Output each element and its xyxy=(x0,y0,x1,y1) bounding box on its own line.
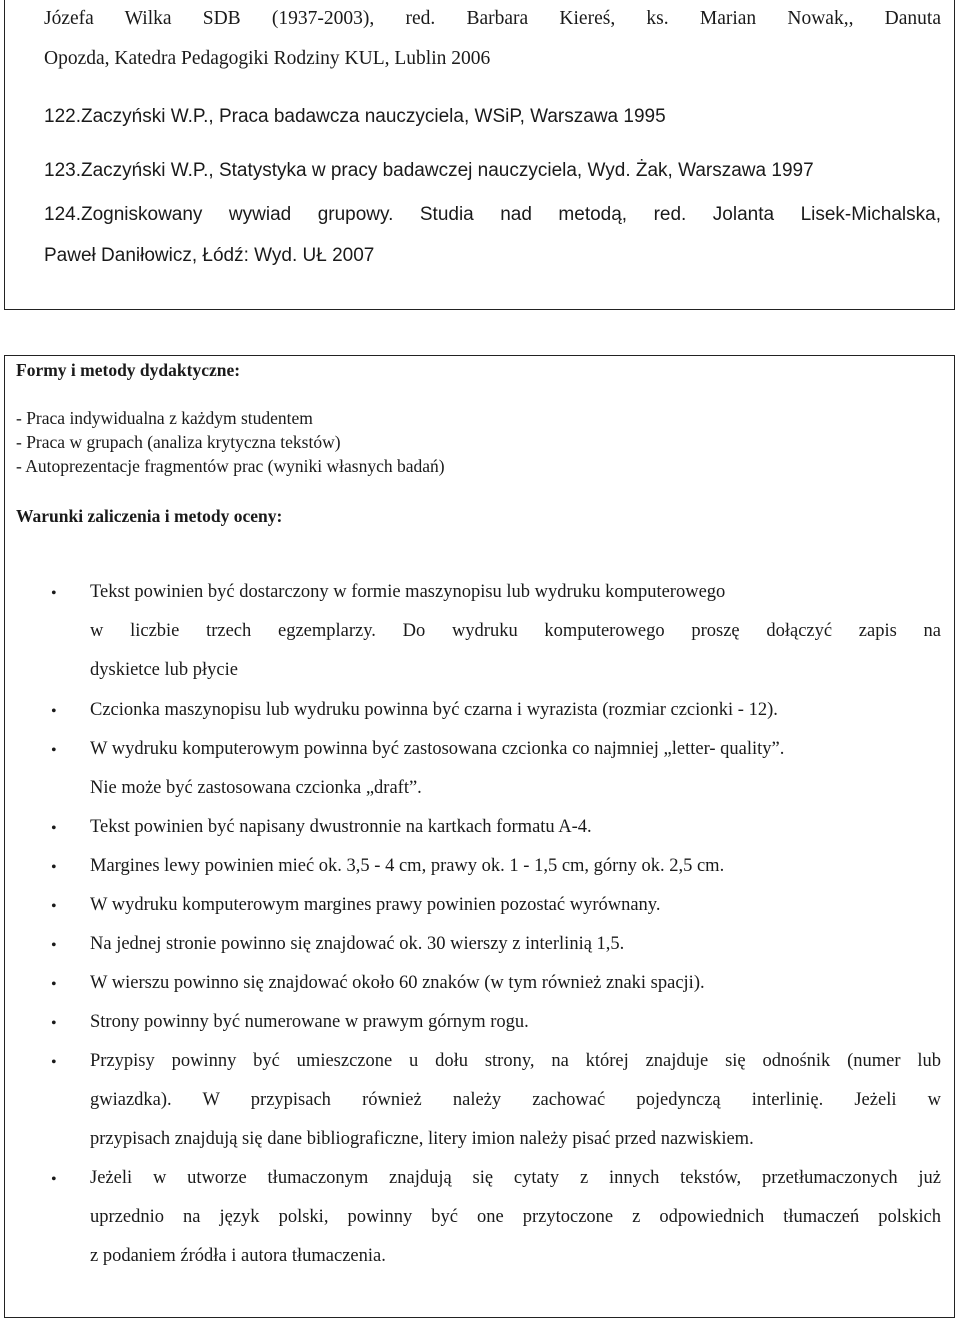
requirement-line: Przypisy powinny być umieszczone u dołu strony, na której znajduje się odnośnik (numer lub xyxy=(90,1051,941,1071)
bullet-icon: • xyxy=(51,703,57,720)
requirements-heading: Warunki zaliczenia i metody oceny: xyxy=(16,506,283,526)
requirement-line: Tekst powinien być napisany dwustronnie na kartkach formatu A-4. xyxy=(90,817,592,837)
forms-item: - Praca indywidualna z każdym studentem xyxy=(16,408,313,428)
requirement-line: Nie może być zastosowana czcionka „draft”. xyxy=(90,778,422,798)
bullet-icon: • xyxy=(51,898,57,915)
requirement-line: Jeżeli w utworze tłumaczonym znajdują się cytaty z innych tekstów, przetłumaczonych już xyxy=(90,1168,941,1188)
bullet-icon: • xyxy=(51,820,57,837)
requirement-line: W wydruku komputerowym powinna być zastosowana czcionka co najmniej „letter- quality”. xyxy=(90,739,785,759)
requirement-line: Margines lewy powinien mieć ok. 3,5 - 4 cm, prawy ok. 1 - 1,5 cm, górny ok. 2,5 cm. xyxy=(90,856,725,876)
bullet-icon: • xyxy=(51,585,57,602)
requirement-line: z podaniem źródła i autora tłumaczenia. xyxy=(90,1246,386,1266)
bibliography-line: Paweł Daniłowicz, Łódź: Wyd. UŁ 2007 xyxy=(44,245,375,266)
forms-item: - Autoprezentacje fragmentów prac (wyniki własnych badań) xyxy=(16,456,445,476)
requirement-line: W wydruku komputerowym margines prawy powinien pozostać wyrównany. xyxy=(90,895,661,915)
requirement-line: przypisach znajdują się dane bibliograficzne, litery imion należy pisać przed nazwiskiem. xyxy=(90,1129,754,1149)
requirement-line: W wierszu powinno się znajdować około 60 znaków (w tym również znaki spacji). xyxy=(90,973,705,993)
requirement-line: Strony powinny być numerowane w prawym górnym rogu. xyxy=(90,1012,529,1032)
bullet-icon: • xyxy=(51,976,57,993)
requirement-line: uprzednio na język polski, powinny być one przytoczone z odpowiednich tłumaczeń polskich xyxy=(90,1207,941,1227)
bibliography-line: Opozda, Katedra Pedagogiki Rodziny KUL, Lublin 2006 xyxy=(44,48,491,69)
bullet-icon: • xyxy=(51,1015,57,1032)
requirement-line: Tekst powinien być dostarczony w formie maszynopisu lub wydruku komputerowego xyxy=(90,582,726,602)
requirement-line: w liczbie trzech egzemplarzy. Do wydruku komputerowego proszę dołączyć zapis na xyxy=(90,621,941,641)
bibliography-entry-122: 122.Zaczyński W.P., Praca badawcza nauczyciela, WSiP, Warszawa 1995 xyxy=(44,106,666,127)
requirement-line: gwiazdka). W przypisach również należy zachować pojedynczą interlinię. Jeżeli w xyxy=(90,1090,941,1110)
bibliography-line: Józefa Wilka SDB (1937-2003), red. Barbara Kiereś, ks. Marian Nowak,, Danuta xyxy=(44,8,941,29)
bibliography-entry-124: 124.Zogniskowany wywiad grupowy. Studia nad metodą, red. Jolanta Lisek-Michalska, xyxy=(44,204,941,225)
requirement-line: dyskietce lub płycie xyxy=(90,660,238,680)
bibliography-entry-123: 123.Zaczyński W.P., Statystyka w pracy badawczej nauczyciela, Wyd. Żak, Warszawa 1997 xyxy=(44,160,814,181)
bullet-icon: • xyxy=(51,1171,57,1188)
requirement-line: Czcionka maszynopisu lub wydruku powinna być czarna i wyrazista (rozmiar czcionki - 12). xyxy=(90,700,778,720)
bullet-icon: • xyxy=(51,937,57,954)
bullet-icon: • xyxy=(51,859,57,876)
requirement-line: Na jednej stronie powinno się znajdować ok. 30 wierszy z interlinią 1,5. xyxy=(90,934,625,954)
forms-heading: Formy i metody dydaktyczne: xyxy=(16,360,241,380)
forms-item: - Praca w grupach (analiza krytyczna tekstów) xyxy=(16,432,341,452)
bullet-icon: • xyxy=(51,1054,57,1071)
bullet-icon: • xyxy=(51,742,57,759)
